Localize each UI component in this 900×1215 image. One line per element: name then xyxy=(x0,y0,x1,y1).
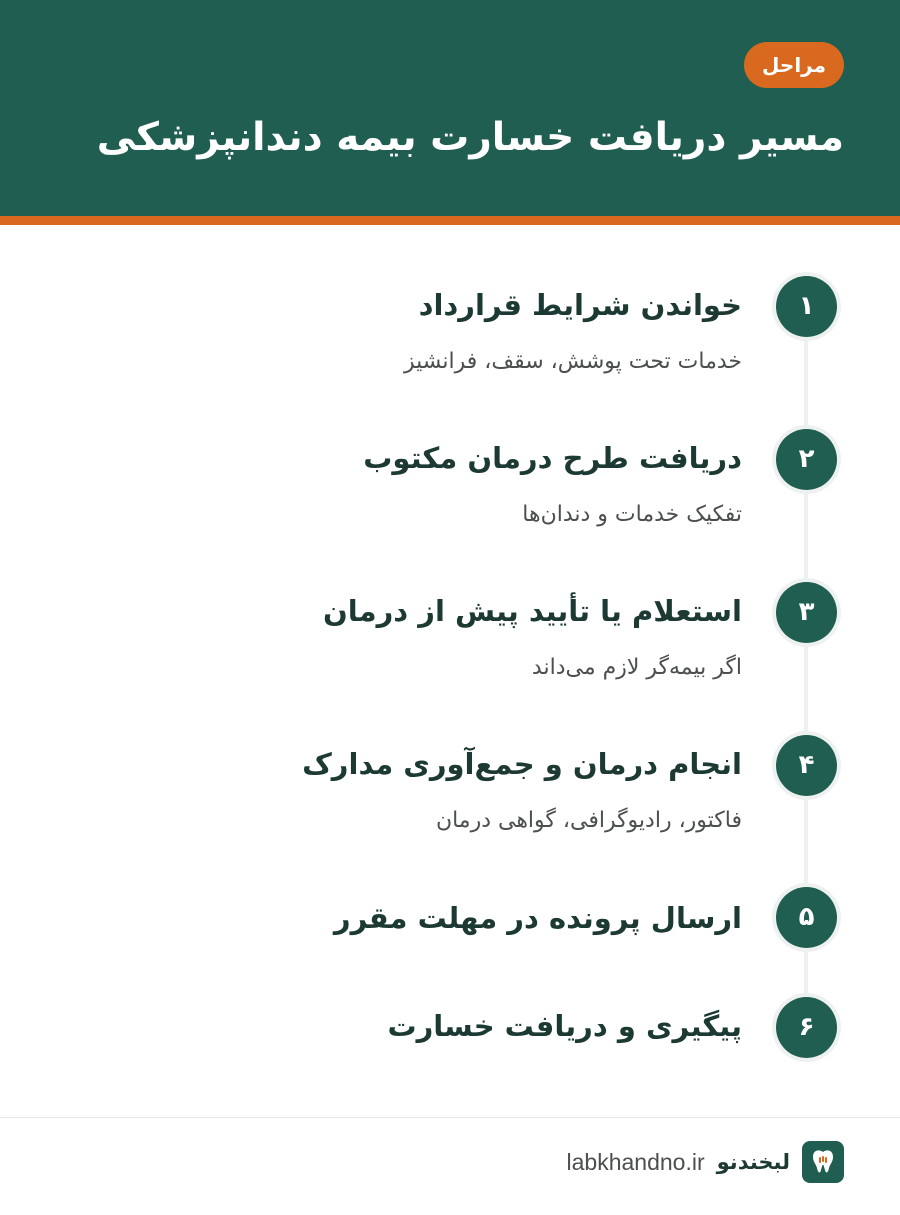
step-description-2: تفکیک خدمات و دندان‌ها xyxy=(522,502,742,527)
step-title-4: انجام درمان و جمع‌آوری مدارک xyxy=(302,747,742,781)
step-number-6: ۶ xyxy=(776,997,837,1058)
footer-divider xyxy=(0,1117,900,1118)
tooth-icon xyxy=(802,1141,844,1183)
step-title-5: ارسال پرونده در مهلت مقرر xyxy=(333,901,742,935)
section-badge: مراحل xyxy=(744,42,844,88)
step-number-5: ۵ xyxy=(776,887,837,948)
step-number-4: ۴ xyxy=(776,735,837,796)
footer-brand xyxy=(567,1141,844,1183)
page-title: مسیر دریافت خسارت بیمه دندانپزشکی xyxy=(96,115,844,160)
brand-url: labkhandno.ir xyxy=(566,1148,705,1175)
brand-name: لبخندنو xyxy=(716,1150,790,1174)
step-description-3: اگر بیمه‌گر لازم می‌داند xyxy=(531,655,742,680)
step-description-1: خدمات تحت پوشش، سقف، فرانشیز xyxy=(403,349,742,374)
step-title-3: استعلام یا تأیید پیش از درمان xyxy=(323,594,742,628)
step-number-3: ۳ xyxy=(776,582,837,643)
step-number-2: ۲ xyxy=(776,429,837,490)
step-title-2: دریافت طرح درمان مکتوب xyxy=(363,441,742,475)
step-title-1: خواندن شرایط قرارداد xyxy=(418,288,742,322)
step-number-1: ۱ xyxy=(776,276,837,337)
header-accent-stripe xyxy=(0,216,900,225)
step-description-4: فاکتور، رادیوگرافی، گواهی درمان xyxy=(435,808,742,833)
step-title-6: پیگیری و دریافت خسارت xyxy=(387,1009,742,1043)
